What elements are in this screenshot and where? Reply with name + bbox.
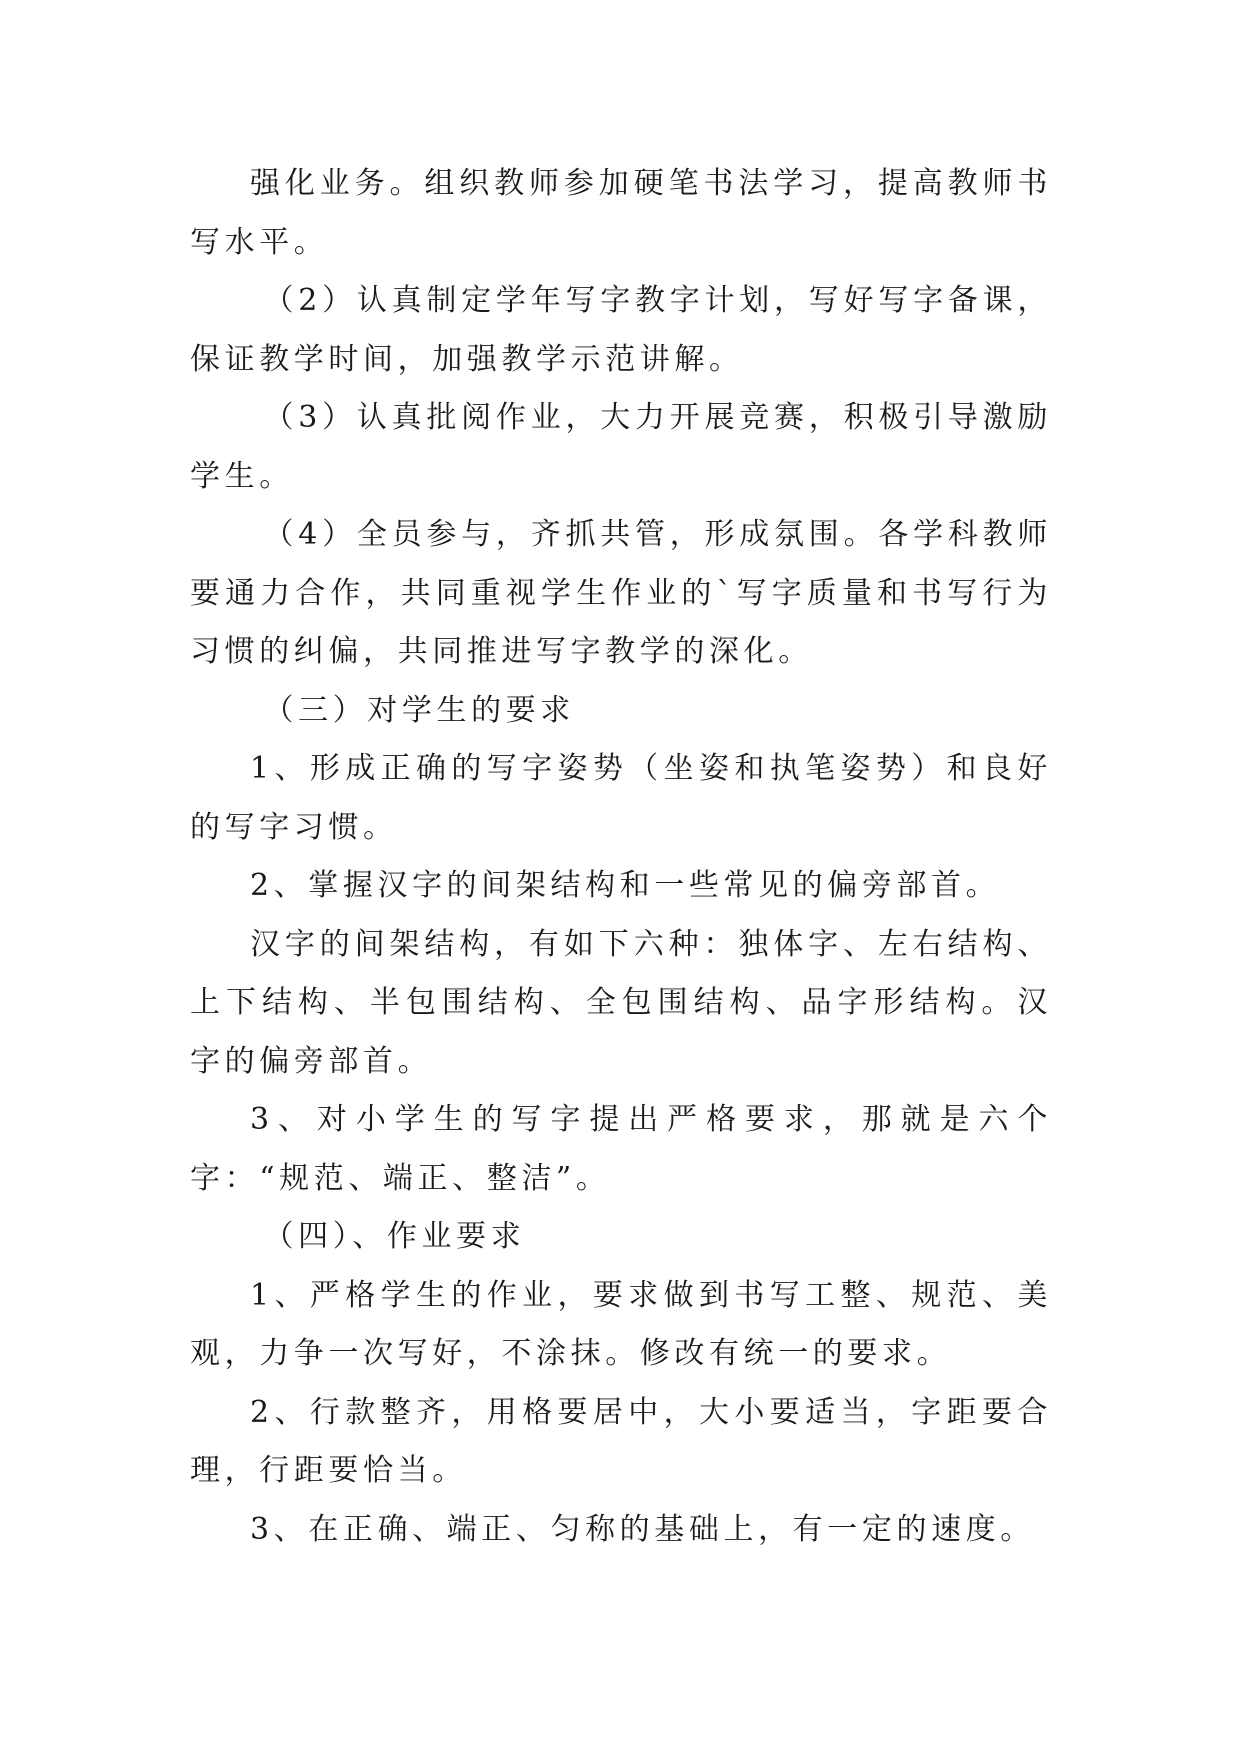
paragraph-layout-spacing: 2、行款整齐，用格要居中，大小要适当，字距要合理，行距要恰当。 (190, 1394, 1052, 1488)
paragraph-six-structures: 汉字的间架结构，有如下六种：独体字、左右结构、上下结构、半包围结构、全包围结构、品字形结构。汉字的偏旁部首。 (190, 926, 1052, 1079)
paragraph-item-3-homework-review: （3）认真批阅作业，大力开展竞赛，积极引导激励学生。 (190, 400, 1052, 494)
section-heading-homework-requirements: （四）、作业要求 (263, 1219, 526, 1254)
paragraph-teacher-training: 强化业务。组织教师参加硬笔书法学习，提高教师书写水平。 (190, 166, 1052, 260)
document-body (190, 155, 1052, 1559)
paragraph-item-2-planning: （2）认真制定学年写字教字计划，写好写字备课，保证教学时间，加强教学示范讲解。 (190, 283, 1052, 377)
paragraph-homework-neatness: 1、严格学生的作业，要求做到书写工整、规范、美观，力争一次写好，不涂抹。修改有统一的要求。 (190, 1277, 1052, 1371)
section-heading-student-requirements: （三）对学生的要求 (263, 692, 575, 728)
paragraph-character-structure: 2、掌握汉字的间架结构和一些常见的偏旁部首。 (250, 868, 1001, 903)
paragraph-strict-requirements: 3、对小学生的写字提出严格要求，那就是六个字：“规范、端正、整洁”。 (190, 1102, 1052, 1196)
paragraph-posture-habits: 1、形成正确的写字姿势（坐姿和执笔姿势）和良好的写字习惯。 (190, 751, 1052, 845)
paragraph-item-4-cooperation: （4）全员参与，齐抓共管，形成氛围。各学科教师要通力合作，共同重视学生作业的`写字质量和书写行为习惯的纠偏，共同推进写字教学的深化。 (190, 517, 1052, 669)
paragraph-speed: 3、在正确、端正、匀称的基础上，有一定的速度。 (250, 1511, 1035, 1547)
